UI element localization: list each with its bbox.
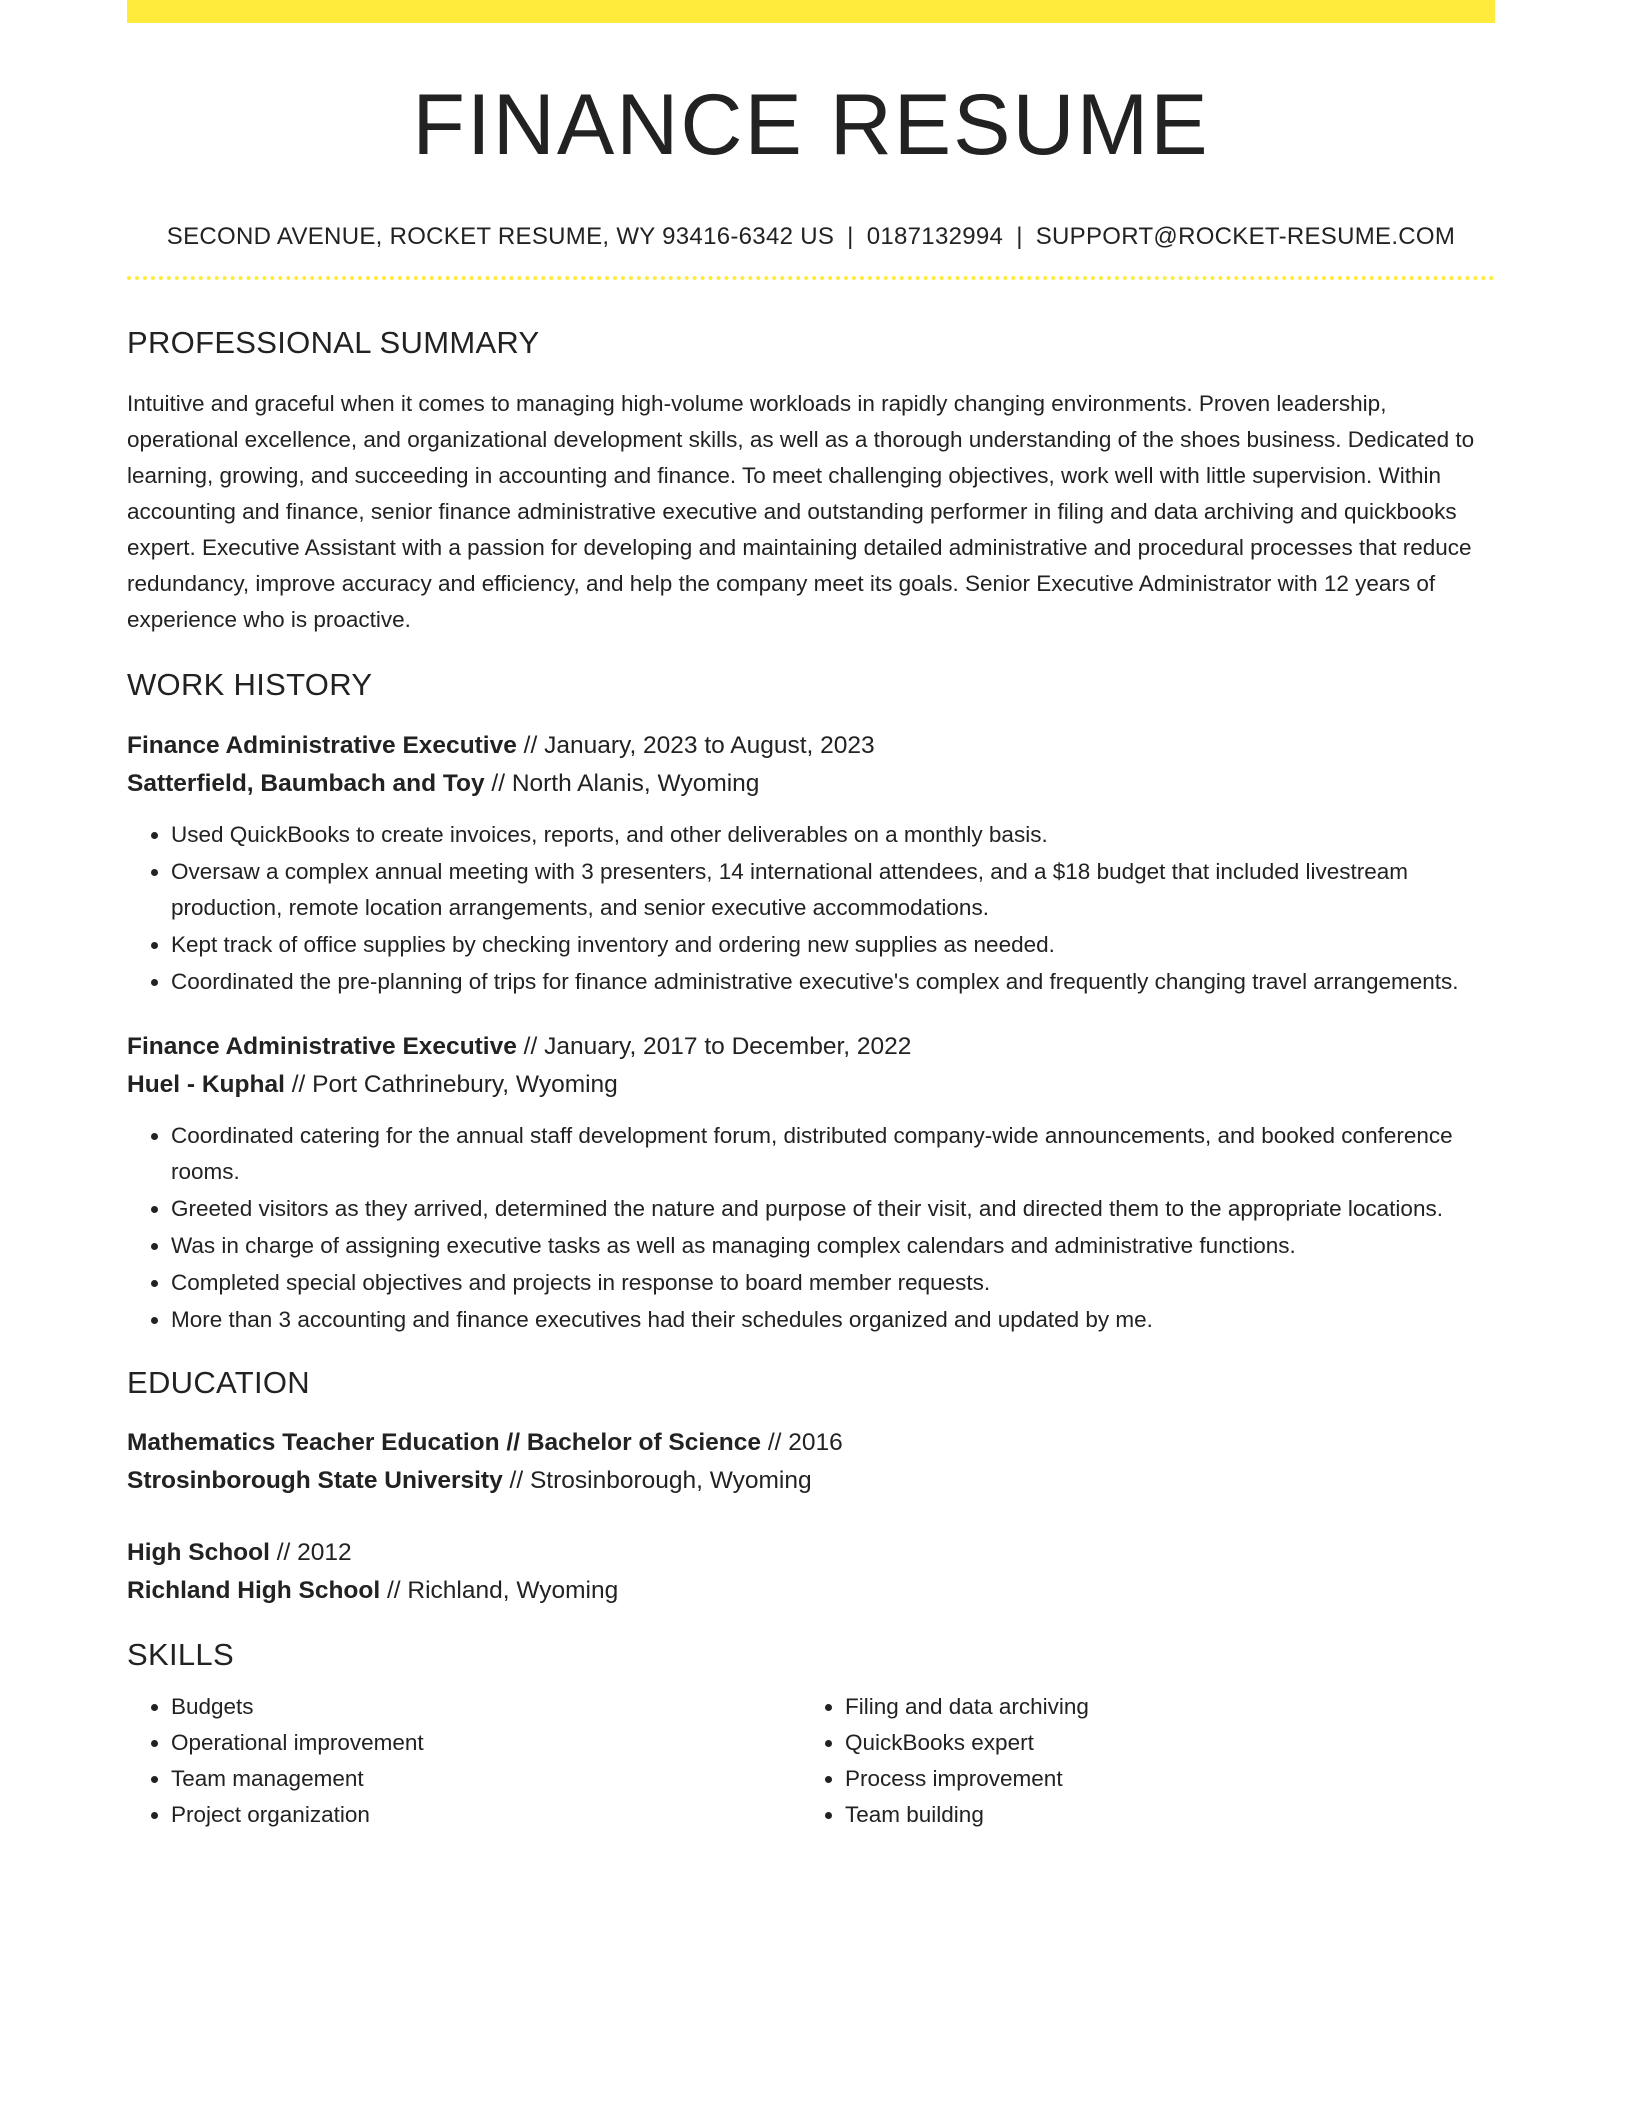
job-bullet: • Kept track of office supplies by checking inventory and ordering new supplies as needed.	[171, 927, 1495, 963]
skill-item: • Project organization	[171, 1797, 801, 1833]
education-entry	[127, 1534, 1495, 1610]
job-company: Huel - Kuphal	[127, 1071, 285, 1099]
job-company: Satterfield, Baumbach and Toy	[127, 770, 485, 798]
job-location: // North Alanis, Wyoming	[484, 770, 760, 798]
job-bullets	[127, 1118, 1495, 1338]
skill-item: • Team building	[845, 1797, 1475, 1833]
education-school: Strosinborough State University	[127, 1466, 503, 1494]
skill-item: • Process improvement	[845, 1761, 1475, 1797]
skill-item: • Operational improvement	[171, 1725, 801, 1761]
education-degree-line	[127, 1424, 1495, 1462]
skills-grid	[127, 1689, 1495, 1833]
job-title-line	[127, 1028, 1495, 1066]
education-entry	[127, 1424, 1495, 1500]
job-title: Finance Administrative Executive	[127, 732, 517, 760]
education-school-line	[127, 1572, 1495, 1610]
job-bullet: • Oversaw a complex annual meeting with 3 presenters, 14 international attendees, and a $18 budget that included livestream production, remote location arrangements, and senior executive accommodations.	[171, 854, 1495, 926]
dotted-divider	[127, 276, 1495, 280]
job-bullets	[127, 817, 1495, 1000]
education-heading: EDUCATION	[127, 1365, 310, 1401]
skill-item: • Budgets	[171, 1689, 801, 1725]
job-bullet: • Used QuickBooks to create invoices, reports, and other deliverables on a monthly basis.	[171, 817, 1495, 853]
education-degree-line	[127, 1534, 1495, 1572]
job-bullet: • Coordinated the pre-planning of trips for finance administrative executive's complex and frequently changing travel arrangements.	[171, 964, 1495, 1000]
skill-item: • QuickBooks expert	[845, 1725, 1475, 1761]
contact-separator: |	[847, 223, 854, 250]
job-entry	[127, 727, 1495, 1000]
job-bullet: • Greeted visitors as they arrived, determined the nature and purpose of their visit, and directed them to the appropriate locations.	[171, 1191, 1495, 1227]
job-company-line	[127, 765, 1495, 803]
skills-column-right	[801, 1689, 1475, 1833]
summary-text: Intuitive and graceful when it comes to managing high-volume workloads in rapidly changing environments. Proven leadership, operational excellence, and organizational development skills, as well as a thorough understanding of the shoes business. Dedicated to learning, growing, and succeeding in accounting and finance. To meet challenging objectives, work well with little supervision. Within accounting and finance, senior finance administrative executive and outstanding performer in filing and data archiving and quickbooks expert. Executive Assistant with a passion for developing and maintaining detailed administrative and procedural processes that reduce redundancy, improve accuracy and efficiency, and help the company meet its goals. Senior Executive Administrator with 12 years of experience who is proactive.	[127, 391, 1475, 633]
skills-column-left	[127, 1689, 801, 1833]
summary-heading: PROFESSIONAL SUMMARY	[127, 325, 540, 360]
education-school-line	[127, 1462, 1495, 1500]
job-bullet: • More than 3 accounting and finance executives had their schedules organized and updated by me.	[171, 1302, 1495, 1338]
education-location: // Strosinborough, Wyoming	[502, 1466, 812, 1494]
top-accent-bar	[127, 0, 1495, 23]
skill-item: • Filing and data archiving	[845, 1689, 1475, 1725]
contact-separator: |	[1016, 223, 1023, 250]
job-title: Finance Administrative Executive	[127, 1033, 517, 1061]
education-degree: Mathematics Teacher Education // Bachelor of Science	[127, 1428, 762, 1456]
contact-email: SUPPORT@ROCKET-RESUME.COM	[1035, 223, 1456, 250]
job-location: // Port Cathrinebury, Wyoming	[284, 1071, 618, 1099]
education-school: Richland High School	[127, 1576, 381, 1604]
work-history-heading: WORK HISTORY	[127, 667, 373, 703]
resume-page	[127, 0, 1495, 1833]
job-bullet: • Completed special objectives and projects in response to board member requests.	[171, 1265, 1495, 1301]
contact-line	[127, 222, 1495, 252]
contact-phone: 0187132994	[866, 223, 1004, 250]
education-location: // Richland, Wyoming	[380, 1576, 619, 1604]
job-title-line	[127, 727, 1495, 765]
job-dates: // January, 2017 to December, 2022	[516, 1033, 912, 1061]
skill-item: • Team management	[171, 1761, 801, 1797]
job-company-line	[127, 1066, 1495, 1104]
job-entry	[127, 1028, 1495, 1338]
skills-heading: SKILLS	[127, 1636, 234, 1672]
contact-address: SECOND AVENUE, ROCKET RESUME, WY 93416-6342 US	[166, 223, 835, 250]
job-bullet: • Coordinated catering for the annual staff development forum, distributed company-wide announcements, and booked conference rooms.	[171, 1118, 1495, 1190]
education-year: // 2012	[269, 1538, 352, 1566]
education-degree: High School	[127, 1538, 270, 1566]
job-bullet: • Was in charge of assigning executive tasks as well as managing complex calendars and administrative functions.	[171, 1228, 1495, 1264]
resume-title: FINANCE RESUME	[412, 77, 1210, 173]
job-dates: // January, 2023 to August, 2023	[516, 732, 875, 760]
education-year: // 2016	[761, 1428, 843, 1456]
